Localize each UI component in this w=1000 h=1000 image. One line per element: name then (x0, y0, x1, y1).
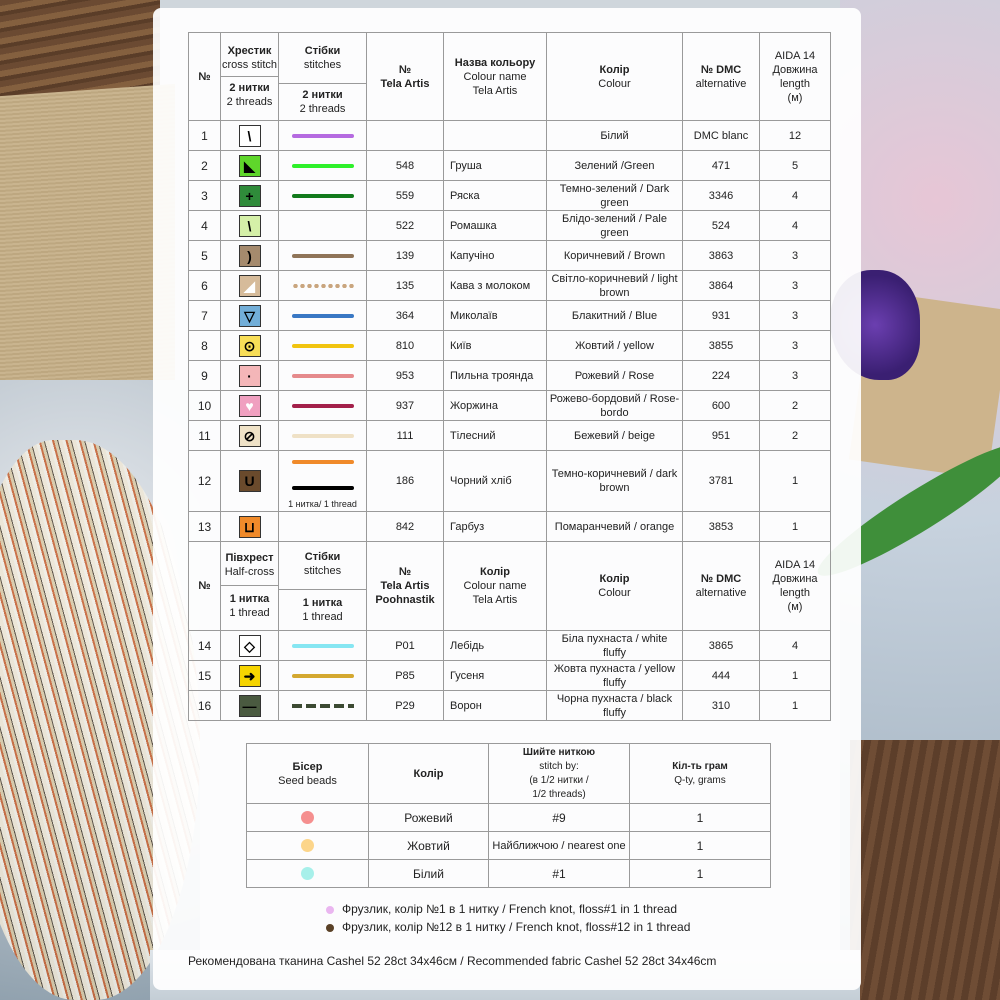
stitch-line-cell (279, 211, 367, 241)
tela-number: 559 (367, 181, 444, 211)
dmc-number: 224 (683, 361, 760, 391)
row-number: 16 (189, 691, 221, 721)
stitch-symbol-icon: ▽ (239, 305, 261, 327)
cross-symbol-cell (221, 451, 279, 512)
table-row (189, 211, 831, 241)
beads-header-colour: Колір (369, 744, 489, 804)
bead-qty: 1 (630, 804, 771, 832)
header-aida: AIDA 14 Довжина length (м) (760, 33, 831, 121)
stitch-line-cell (279, 691, 367, 721)
thread-key-table (188, 32, 831, 721)
colour: Білий (547, 121, 683, 151)
stitch-symbol-icon: + (239, 185, 261, 207)
table-row (189, 181, 831, 211)
colour-name: Чорний хліб (444, 451, 547, 512)
header2-half-cross: Півхрест Half-cross 1 нитка 1 thread (221, 542, 279, 631)
stitch-line-cell (279, 301, 367, 331)
bead-colour: Білий (369, 860, 489, 888)
bead-colour: Рожевий (369, 804, 489, 832)
stitch-symbol-icon: ◣ (239, 155, 261, 177)
bead-swatch-cell (247, 832, 369, 860)
stitch-line-icon (292, 374, 354, 378)
aida-length: 3 (760, 331, 831, 361)
row-number: 9 (189, 361, 221, 391)
colour-name: Київ (444, 331, 547, 361)
dmc-number: 3855 (683, 331, 760, 361)
row-number: 13 (189, 512, 221, 542)
tela-number: P01 (367, 631, 444, 661)
seed-beads-body (247, 744, 771, 888)
header2-aida: AIDA 14 Довжина length (м) (760, 542, 831, 631)
note-text: Фрузлик, колір №12 в 1 нитку / French knot, floss#12 in 1 thread (342, 920, 691, 934)
colour-name: Кава з молоком (444, 271, 547, 301)
stitch-symbol-icon: ) (239, 245, 261, 267)
colour: Жовта пухнаста / yellow fluffy (547, 661, 683, 691)
aida-length: 3 (760, 271, 831, 301)
bead-row (247, 832, 771, 860)
tela-number (367, 121, 444, 151)
dmc-number: 524 (683, 211, 760, 241)
knot-dot-icon (326, 906, 334, 914)
french-knot-note (326, 920, 690, 934)
row-number: 11 (189, 421, 221, 451)
colour: Темно-коричневий / dark brown (547, 451, 683, 512)
colour: Блакитний / Blue (547, 301, 683, 331)
stitch-line-icon (292, 404, 354, 408)
dmc-number: 3853 (683, 512, 760, 542)
table-row (189, 661, 831, 691)
header-colour: Колір Colour (547, 33, 683, 121)
tela-number: 842 (367, 512, 444, 542)
beads-header-qty: Кіл-ть грам Q-ty, grams (630, 744, 771, 804)
dmc-number: 310 (683, 691, 760, 721)
cross-symbol-cell (221, 331, 279, 361)
tela-number: 937 (367, 391, 444, 421)
stitch-line-icon (292, 284, 354, 288)
aida-length: 5 (760, 151, 831, 181)
colour-name: Гарбуз (444, 512, 547, 542)
colour: Зелений /Green (547, 151, 683, 181)
table-row (189, 421, 831, 451)
tela-number: P29 (367, 691, 444, 721)
table-row (189, 241, 831, 271)
tela-number: 364 (367, 301, 444, 331)
dmc-number: DMC blanc (683, 121, 760, 151)
colour: Біла пухнаста / white fluffy (547, 631, 683, 661)
stitch-line-cell (279, 512, 367, 542)
table-row (189, 631, 831, 661)
dmc-number: 3346 (683, 181, 760, 211)
tela-number: 111 (367, 421, 444, 451)
dmc-number: 444 (683, 661, 760, 691)
row-number: 7 (189, 301, 221, 331)
row-number: 4 (189, 211, 221, 241)
colour-name (444, 121, 547, 151)
stitch-line-icon (292, 314, 354, 318)
table-row (189, 121, 831, 151)
colour-name: Миколаїв (444, 301, 547, 331)
row-number: 10 (189, 391, 221, 421)
header-no: № (189, 33, 221, 121)
aida-length: 1 (760, 512, 831, 542)
aida-length: 4 (760, 631, 831, 661)
colour: Чорна пухнаста / black fluffy (547, 691, 683, 721)
colour: Жовтий / yellow (547, 331, 683, 361)
bead-qty: 1 (630, 860, 771, 888)
table-row (189, 151, 831, 181)
dmc-number: 3865 (683, 631, 760, 661)
stitch-line-icon (292, 644, 354, 648)
stitch-symbol-icon: ⊙ (239, 335, 261, 357)
stitch-symbol-icon: ⊘ (239, 425, 261, 447)
table-row (189, 271, 831, 301)
dmc-number: 600 (683, 391, 760, 421)
bead-row (247, 860, 771, 888)
table-row (189, 391, 831, 421)
colour: Помаранчевий / orange (547, 512, 683, 542)
tela-number: P85 (367, 661, 444, 691)
row-number: 5 (189, 241, 221, 271)
cross-symbol-cell (221, 241, 279, 271)
table-header-row-2 (189, 542, 831, 631)
linen-fabric (0, 84, 175, 426)
colour: Блідо-зелений / Pale green (547, 211, 683, 241)
cross-symbol-cell (221, 421, 279, 451)
row-number: 15 (189, 661, 221, 691)
header-tela-no: № Tela Artis (367, 33, 444, 121)
aida-length: 3 (760, 241, 831, 271)
bead-colour: Жовтий (369, 832, 489, 860)
colour-name: Ворон (444, 691, 547, 721)
colour-name: Тілесний (444, 421, 547, 451)
table-row (189, 331, 831, 361)
colour-name: Ромашка (444, 211, 547, 241)
colour: Коричневий / Brown (547, 241, 683, 271)
stitch-line-icon (292, 704, 354, 708)
tela-number: 548 (367, 151, 444, 181)
stitch-line-cell (279, 421, 367, 451)
cross-symbol-cell (221, 181, 279, 211)
stitch-line-cell (279, 181, 367, 211)
tela-number: 953 (367, 361, 444, 391)
cross-symbol-cell (221, 391, 279, 421)
header2-colour: Колір Colour (547, 542, 683, 631)
bead-swatch-cell (247, 804, 369, 832)
stitch-line-cell (279, 451, 367, 512)
aida-length: 4 (760, 211, 831, 241)
stitch-symbol-icon: ◢ (239, 275, 261, 297)
cross-symbol-cell (221, 121, 279, 151)
cross-symbol-cell (221, 512, 279, 542)
aida-length: 1 (760, 661, 831, 691)
colour: Рожево-бордовий / Rose-bordo (547, 391, 683, 421)
row-number: 2 (189, 151, 221, 181)
beads-header-row (247, 744, 771, 804)
row-number: 8 (189, 331, 221, 361)
stitch-line-note: 1 нитка/ 1 thread (288, 499, 357, 509)
bead-dot-icon (301, 811, 314, 824)
aida-length: 2 (760, 391, 831, 421)
header-stitches: Стібки stitches 2 нитки 2 threads (279, 33, 367, 121)
fluffy-thread-key-body (189, 542, 831, 721)
aida-length: 1 (760, 451, 831, 512)
dmc-number: 471 (683, 151, 760, 181)
stitch-symbol-icon: — (239, 695, 261, 717)
aida-length: 12 (760, 121, 831, 151)
colour-name: Капучіно (444, 241, 547, 271)
cross-symbol-cell (221, 631, 279, 661)
french-knot-note (326, 902, 677, 916)
stitch-symbol-icon: U (239, 470, 261, 492)
header-colour-name: Назва кольору Colour name Tela Artis (444, 33, 547, 121)
stitch-line-icon (292, 134, 354, 138)
bead-swatch-cell (247, 860, 369, 888)
aida-length: 1 (760, 691, 831, 721)
stitch-line-icon (292, 460, 354, 464)
stitch-symbol-icon: ⊔ (239, 516, 261, 538)
stitch-line-icon (292, 434, 354, 438)
stitch-line-cell (279, 361, 367, 391)
dmc-number: 931 (683, 301, 760, 331)
wood-surface-bottom (850, 740, 1000, 1000)
header2-colour-name: Колір Colour name Tela Artis (444, 542, 547, 631)
stitch-line-icon (292, 344, 354, 348)
stitch-line-icon (292, 674, 354, 678)
knot-dot-icon (326, 924, 334, 932)
aida-length: 4 (760, 181, 831, 211)
bead-dot-icon (301, 839, 314, 852)
table-row (189, 512, 831, 542)
table-header-row (189, 33, 831, 121)
stitch-line-icon (292, 254, 354, 258)
header-dmc: № DMC alternative (683, 33, 760, 121)
colour: Рожевий / Rose (547, 361, 683, 391)
note-text: Фрузлик, колір №1 в 1 нитку / French knot, floss#1 in 1 thread (342, 902, 678, 916)
cross-symbol-cell (221, 691, 279, 721)
dmc-number: 3781 (683, 451, 760, 512)
table-row (189, 361, 831, 391)
row-number: 12 (189, 451, 221, 512)
colour-name: Гусеня (444, 661, 547, 691)
aida-length: 3 (760, 361, 831, 391)
table-row (189, 451, 831, 512)
colour-name: Груша (444, 151, 547, 181)
colour-name: Жоржина (444, 391, 547, 421)
cross-symbol-cell (221, 211, 279, 241)
row-number: 1 (189, 121, 221, 151)
bead-thread: #9 (489, 804, 630, 832)
cross-symbol-cell (221, 301, 279, 331)
stitch-line-cell (279, 631, 367, 661)
bead-qty: 1 (630, 832, 771, 860)
tela-number: 810 (367, 331, 444, 361)
tela-number: 139 (367, 241, 444, 271)
dmc-number: 3863 (683, 241, 760, 271)
row-number: 3 (189, 181, 221, 211)
bead-thread: Найближчою / nearest one (489, 832, 630, 860)
stitch-symbol-icon: · (239, 365, 261, 387)
stitch-line-cell (279, 331, 367, 361)
dmc-number: 951 (683, 421, 760, 451)
stitch-symbol-icon: ➜ (239, 665, 261, 687)
colour-name: Лебідь (444, 631, 547, 661)
aida-length: 2 (760, 421, 831, 451)
seed-beads-table (246, 743, 771, 888)
cross-symbol-cell (221, 361, 279, 391)
cross-symbol-cell (221, 271, 279, 301)
tela-number: 186 (367, 451, 444, 512)
stitch-line-icon (292, 194, 354, 198)
thread-key-body (189, 33, 831, 542)
bead-thread: #1 (489, 860, 630, 888)
stitch-line-cell (279, 271, 367, 301)
dmc-number: 3864 (683, 271, 760, 301)
stitch-symbol-icon: \ (239, 125, 261, 147)
header2-dmc: № DMC alternative (683, 542, 760, 631)
stitch-line-cell (279, 391, 367, 421)
header-cross-stitch: Хрестик cross stitch 2 нитки 2 threads (221, 33, 279, 121)
stitch-symbol-icon: ◇ (239, 635, 261, 657)
bead-row (247, 804, 771, 832)
colour: Бежевий / beige (547, 421, 683, 451)
stitch-symbol-icon: \ (239, 215, 261, 237)
colour: Світло-коричневий / light brown (547, 271, 683, 301)
aida-length: 3 (760, 301, 831, 331)
tela-number: 135 (367, 271, 444, 301)
stitch-line-cell (279, 121, 367, 151)
header2-tela-no: № Tela Artis Poohnastik (367, 542, 444, 631)
recommended-fabric-footer: Рекомендована тканина Cashel 52 28ct 34x46см / Recommended fabric Cashel 52 28ct 34x46cm (188, 954, 717, 968)
header2-no: № (189, 542, 221, 631)
row-number: 6 (189, 271, 221, 301)
stitch-line-icon (292, 164, 354, 168)
stitch-line-cell (279, 241, 367, 271)
row-number: 14 (189, 631, 221, 661)
cross-symbol-cell (221, 661, 279, 691)
table-row (189, 301, 831, 331)
colour: Темно-зелений / Dark green (547, 181, 683, 211)
bead-dot-icon (301, 867, 314, 880)
colour-name: Ряска (444, 181, 547, 211)
beads-header-stitch-by: Шийте ниткою stitch by: (в 1/2 нитки / 1/2 threads) (489, 744, 630, 804)
beads-header-beads: Бісер Seed beads (247, 744, 369, 804)
header2-stitches: Стібки stitches 1 нитка 1 thread (279, 542, 367, 631)
table-row (189, 691, 831, 721)
stitch-line-icon-black (292, 486, 354, 490)
cross-symbol-cell (221, 151, 279, 181)
tela-number: 522 (367, 211, 444, 241)
colour-name: Пильна троянда (444, 361, 547, 391)
stitch-line-cell (279, 151, 367, 181)
stitch-symbol-icon: ♥ (239, 395, 261, 417)
stitch-line-cell (279, 661, 367, 691)
